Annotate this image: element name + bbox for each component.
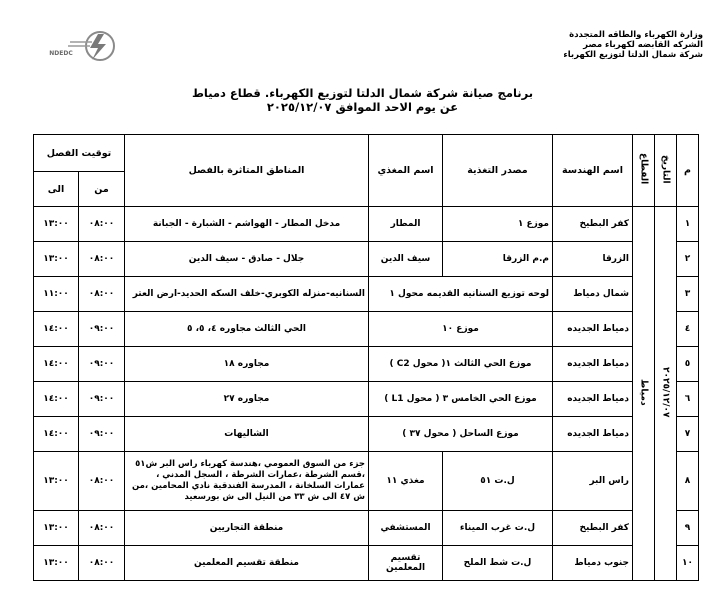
row-to: ١٤:٠٠ xyxy=(34,312,79,347)
row-source: موزع الحي الثالث ١( محول C2 ) xyxy=(369,347,553,382)
row-to: ١٤:٠٠ xyxy=(34,347,79,382)
row-from: ٠٨:٠٠ xyxy=(79,452,125,511)
row-source: موزع الساحل ( محول ٣٧ ) xyxy=(369,417,553,452)
row-no: ٧ xyxy=(677,417,699,452)
row-feeder: مغذي ١١ xyxy=(369,452,443,511)
header-feeder: اسم المغذي xyxy=(369,135,443,207)
row-areas: الشاليهات xyxy=(125,417,369,452)
row-feeder: سيف الدين xyxy=(369,242,443,277)
row-engineering: دمياط الجديده xyxy=(553,347,633,382)
row-from: ٠٩:٠٠ xyxy=(79,312,125,347)
row-areas: جزء من السوق العمومي ،هندسة كهرباء راس البر ش٥١ ،قسم الشرطة ،عمارات الشرطة ، السجل المدني ، عمارات السلخانة ، المدرسة الفندقية نادي المحامين ،من ش ٤٧ الى ش ٣٣ من النيل الى ش بورسعيد xyxy=(125,452,369,511)
maintenance-table xyxy=(33,134,699,581)
row-feeder: المطار xyxy=(369,207,443,242)
company-logo xyxy=(62,28,122,68)
logo-text: NDEDC xyxy=(49,50,73,57)
row-no: ٢ xyxy=(677,242,699,277)
header-date: التاريخ xyxy=(655,135,677,207)
row-to: ١٣:٠٠ xyxy=(34,511,79,546)
table-row xyxy=(34,312,699,347)
row-to: ١٤:٠٠ xyxy=(34,417,79,452)
row-areas: مدخل المطار - الهواشم - الشبارة - الجبانة xyxy=(125,207,369,242)
row-source: ل.ت ٥١ xyxy=(443,452,553,511)
header-timing: توقيت الفصل xyxy=(34,135,125,172)
row-areas: منطقة التجاريين xyxy=(125,511,369,546)
row-no: ٤ xyxy=(677,312,699,347)
row-from: ٠٨:٠٠ xyxy=(79,207,125,242)
table-row xyxy=(34,347,699,382)
row-no: ١٠ xyxy=(677,546,699,581)
row-from: ٠٩:٠٠ xyxy=(79,417,125,452)
row-source: ل.ت شط الملح xyxy=(443,546,553,581)
row-areas: جلال - صادق - سيف الدين xyxy=(125,242,369,277)
maintenance-table-wrap xyxy=(34,134,699,581)
title-line-1: برنامج صيانة شركة شمال الدلتا لتوزيع الكهرباء. قطاع دمياط xyxy=(191,86,534,100)
row-source: ل.ت غرب الميناء xyxy=(443,511,553,546)
row-engineering: دمياط الجديده xyxy=(553,382,633,417)
header-areas: المناطق المتاثرة بالفصل xyxy=(125,135,369,207)
page-title xyxy=(0,86,725,114)
row-source: موزع ١٠ xyxy=(369,312,553,347)
date-cell: ٢٠٢٥/١٢/٠٧ xyxy=(655,207,677,581)
header-from: من xyxy=(79,172,125,207)
row-source: موزع ١ xyxy=(443,207,553,242)
row-to: ١٣:٠٠ xyxy=(34,546,79,581)
row-no: ٨ xyxy=(677,452,699,511)
header-engineering: اسم الهندسة xyxy=(553,135,633,207)
row-engineering: جنوب دمياط xyxy=(553,546,633,581)
row-engineering: الزرقا xyxy=(553,242,633,277)
row-from: ٠٨:٠٠ xyxy=(79,242,125,277)
table-row xyxy=(34,452,699,511)
row-to: ١٣:٠٠ xyxy=(34,207,79,242)
ministry-header xyxy=(483,30,703,60)
header-no: م xyxy=(677,135,699,207)
row-areas: الحي الثالث مجاوره ٤، ٥، ٥ xyxy=(125,312,369,347)
row-areas: السنانيه-منزله الكوبري-خلف السكه الحديد-ارض العتر xyxy=(125,277,369,312)
row-from: ٠٨:٠٠ xyxy=(79,277,125,312)
table-row xyxy=(34,242,699,277)
row-engineering: دمياط الجديده xyxy=(553,417,633,452)
row-engineering: راس البر xyxy=(553,452,633,511)
row-source: م.م الزرقا xyxy=(443,242,553,277)
table-row xyxy=(34,511,699,546)
holding-company-line: الشركه القابضه لكهرباء مصر xyxy=(583,40,703,50)
row-engineering: كفر البطيخ xyxy=(553,207,633,242)
row-to: ١٤:٠٠ xyxy=(34,382,79,417)
table-row xyxy=(34,207,699,242)
row-engineering: دمياط الجديده xyxy=(553,312,633,347)
row-engineering: شمال دمياط xyxy=(553,277,633,312)
row-no: ٥ xyxy=(677,347,699,382)
table-row xyxy=(34,417,699,452)
row-source: موزع الحي الخامس ٣ ( محول L1 ) xyxy=(369,382,553,417)
row-feeder: تقسيم المعلمين xyxy=(369,546,443,581)
title-line-2: عن يوم الاحد الموافق ٢٠٢٥/١٢/٠٧ xyxy=(266,100,459,114)
ministry-line: وزارة الكهرباء والطاقه المتجددة xyxy=(569,30,703,40)
row-no: ٩ xyxy=(677,511,699,546)
header-sector: القطاع xyxy=(633,135,655,207)
table-row xyxy=(34,277,699,312)
row-areas: مجاوره ٢٧ xyxy=(125,382,369,417)
table-row xyxy=(34,382,699,417)
table-row xyxy=(34,546,699,581)
row-feeder: المستشفي xyxy=(369,511,443,546)
header-source: مصدر التغذية xyxy=(443,135,553,207)
row-areas: مجاوره ١٨ xyxy=(125,347,369,382)
row-no: ١ xyxy=(677,207,699,242)
row-from: ٠٨:٠٠ xyxy=(79,546,125,581)
row-source: لوحه توزيع السنانيه القديمه محول ١ xyxy=(369,277,553,312)
row-no: ٦ xyxy=(677,382,699,417)
row-from: ٠٩:٠٠ xyxy=(79,347,125,382)
row-from: ٠٨:٠٠ xyxy=(79,511,125,546)
row-engineering: كفر البطيخ xyxy=(553,511,633,546)
row-to: ١٣:٠٠ xyxy=(34,242,79,277)
header-to: الى xyxy=(34,172,79,207)
row-from: ٠٩:٠٠ xyxy=(79,382,125,417)
row-no: ٣ xyxy=(677,277,699,312)
sector-cell: دمياط xyxy=(633,207,655,581)
row-to: ١٣:٠٠ xyxy=(34,452,79,511)
row-areas: منطقة تقسيم المعلمين xyxy=(125,546,369,581)
row-to: ١١:٠٠ xyxy=(34,277,79,312)
lightning-logo-icon xyxy=(62,28,122,68)
company-line: شركة شمال الدلتا لتوزيع الكهرباء xyxy=(563,50,703,60)
